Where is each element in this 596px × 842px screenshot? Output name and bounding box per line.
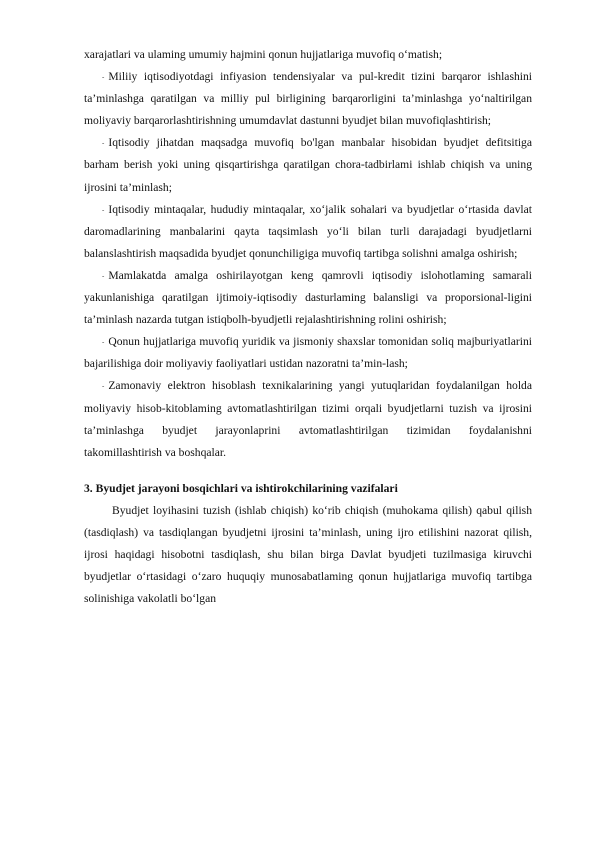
- bullet-item: [84, 66, 532, 132]
- bullet-item: [84, 331, 532, 375]
- document-page: [84, 44, 532, 610]
- bullet-dash: -: [102, 139, 105, 148]
- bullet-text: Zamonaviy elektron hisoblash texnikalarining yangi yutuqlaridan foydalanilgan holda moliyaviy hisob-kitoblaming avtomatlashtirilgan tizimi orqali byudjetlarni tuzish va ijrosini ta’minlashga byudjet jarayonlaprini avtomatlashtirilgan tizimidan foydalanishni takomillashtirish va boshqalar.: [84, 379, 532, 459]
- bullet-item: [84, 132, 532, 198]
- bullet-dash: -: [102, 382, 105, 391]
- bullet-text: Iqtisodiy jihatdan maqsadga muvofiq bo'lgan manbalar hisobidan byudjet defitsitiga barham berish yoki uning qisqartirishga qaratilgan chora-tadbirlami ishlab chiqish va uning ijrosini ta’minlash;: [84, 136, 532, 194]
- bullet-dash: -: [102, 205, 105, 214]
- bullet-text: Miliiy iqtisodiyotdagi infiyasion tendensiyalar va pul-kredit tizini barqaror ishlashini ta’minlashga qaratilgan va milliy pul birligining barqarorligini ta’minlashga yo‘naltirilgan moliyaviy barqarorlashtirishning umumdavlat dastunni byudjet bilan muvofiqlashtirish;: [84, 70, 532, 128]
- bullet-text: Mamlakatda amalga oshirilayotgan keng qamrovli iqtisodiy islohotlaming samarali yakunlanishiga qaratilgan ijtimoiy-iqtisodiy dasturlaming balansligi va proporsional-ligini ta’minlash nazarda tutgan istiqbolh-byudjetli rejalashtirishning rolini oshirish;: [84, 268, 532, 327]
- bullet-item: [84, 375, 532, 463]
- section-heading: 3. Byudjet jarayoni bosqichlari va ishtirokchilarining vazifalari: [84, 481, 398, 495]
- bullet-text: Iqtisodiy mintaqalar, hududiy mintaqalar, xo‘jalik sohalari va byudjetlar o‘rtasida davlat daromadlarining manbalarini qayta taqsimlash yo‘li bilan turli darajadagi byudjetlarni balanslashtirish maqsadida byudjet qonunchiligiga muvofiq tartibga solishni amalga oshirish;: [84, 202, 532, 260]
- section-paragraph: Byudjet loyihasini tuzish (ishlab chiqish) ko‘rib chiqish (muhokama qilish) qabul qilish (tasdiqlash) va tasdiqlangan byudjetni ijrosini ta’minlash, uning ijro etilishini nazorat qilish, ijrosi haqidagi hisobotni tasdiqlash, shu bilan birga Davlat byudjeti tuzilmasiga kiruvchi byudjetlar o‘rtasidagi o‘zaro huquqiy munosabatlaming qonun hujjatlariga muvofiq tartibga solinishiga vakolatli bo‘lgan: [84, 503, 532, 606]
- bullet-text: Qonun hujjatlariga muvofiq yuridik va jismoniy shaxslar tomonidan soliq majburiyatlarini bajarilishiga doir moliyaviy faoliyatlari ustidan nazoratni ta’min-lash;: [84, 335, 532, 371]
- bullet-item: [84, 199, 532, 265]
- bullet-dash: -: [102, 73, 105, 82]
- bullet-dash: -: [102, 271, 105, 280]
- bullet-item: [84, 265, 532, 331]
- bullet-dash: -: [102, 338, 105, 347]
- intro-paragraph: xarajatlari va ulaming umumiy hajmini qonun hujjatlariga muvofiq o‘matish;: [84, 48, 443, 61]
- section-gap: [84, 464, 532, 478]
